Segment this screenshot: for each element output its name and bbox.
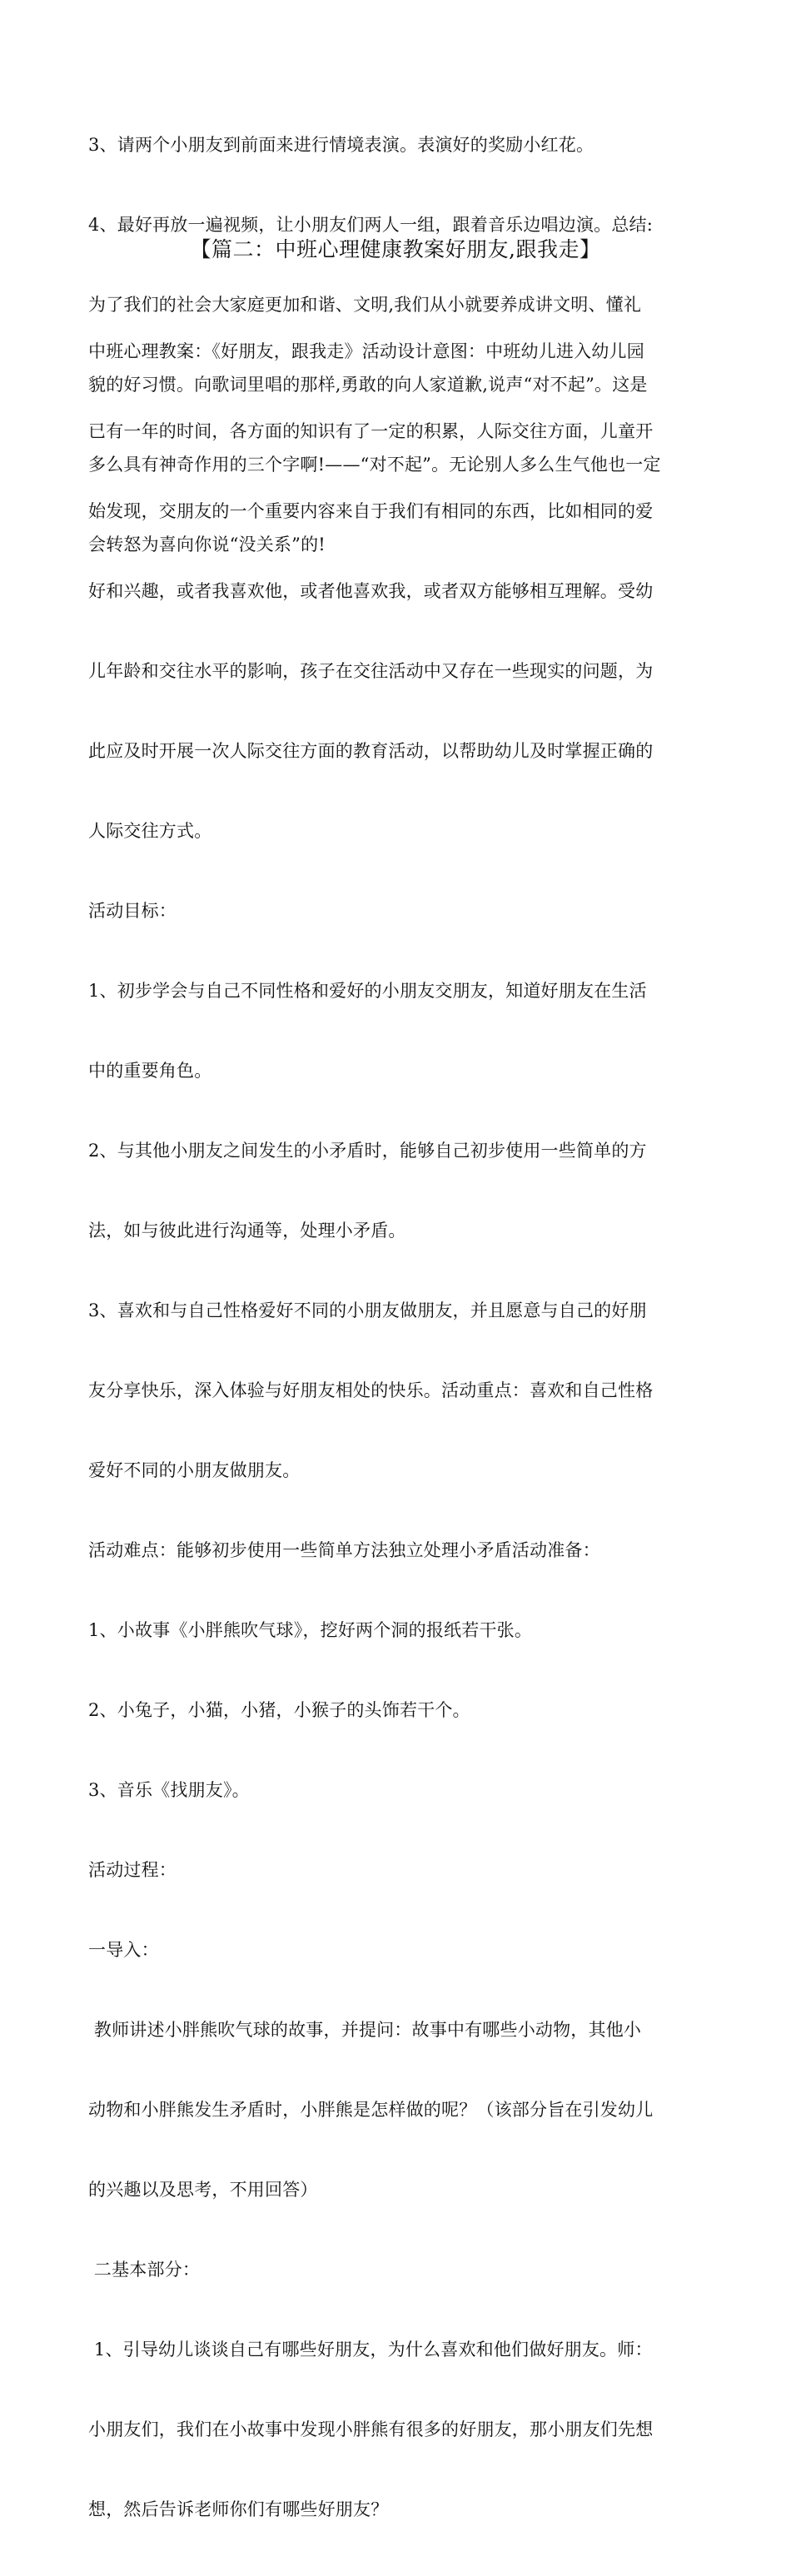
text-line: 好和兴趣，或者我喜欢他，或者他喜欢我，或者双方能够相互理解。受幼	[88, 581, 654, 601]
text-line: 活动难点：能够初步使用一些简单方法独立处理小矛盾活动准备：	[88, 1540, 600, 1560]
text-line: 3、请两个小朋友到前面来进行情境表演。表演好的奖励小红花。	[88, 135, 594, 155]
section-title: 【篇二：中班心理健康教案好朋友,跟我走】	[190, 237, 601, 261]
text-line: 法，如与彼此进行沟通等，处理小矛盾。	[88, 1221, 406, 1241]
text-line: 4、最好再放一遍视频，让小朋友们两人一组，跟着音乐边唱边演。总结:	[88, 215, 654, 235]
text-line: 想，然后告诉老师你们有哪些好朋友？	[88, 2499, 389, 2519]
text-line: 2、小兔子，小猫，小猪，小猴子的头饰若干个。	[88, 1700, 470, 1720]
text-line: 动物和小胖熊发生矛盾时，小胖熊是怎样做的呢？（该部分旨在引发幼儿	[88, 2100, 654, 2120]
text-line: 多么具有神奇作用的三个字啊!——“对不起”。无论别人多么生气他也一定	[88, 455, 661, 475]
text-line: 爱好不同的小朋友做朋友。	[88, 1460, 301, 1480]
text-line: 中班心理教案：《好朋友，跟我走》活动设计意图：中班幼儿进入幼儿园	[88, 341, 644, 361]
text-line: 活动目标：	[88, 901, 177, 921]
text-line: 2、与其他小朋友之间发生的小矛盾时，能够自己初步使用一些简单的方	[88, 1141, 647, 1161]
text-line: 活动过程：	[88, 1860, 177, 1880]
text-line: 的兴趣以及思考，不用回答）	[88, 2180, 318, 2200]
text-line: 教师讲述小胖熊吹气球的故事，并提问：故事中有哪些小动物，其他小	[88, 2020, 642, 2040]
text-line: 1、小故事《小胖熊吹气球》，挖好两个洞的报纸若干张。	[88, 1620, 533, 1640]
text-line: 友分享快乐，深入体验与好朋友相处的快乐。活动重点：喜欢和自己性格	[88, 1380, 654, 1400]
text-line: 此应及时开展一次人际交往方面的教育活动，以帮助幼儿及时掌握正确的	[88, 741, 654, 761]
text-line: 一导入：	[88, 1940, 159, 1960]
text-line: 貌的好习惯。向歌词里唱的那样,勇敢的向人家道歉,说声“对不起”。这是	[88, 375, 648, 395]
text-line: 3、音乐《找朋友》。	[88, 1780, 250, 1800]
text-line: 儿年龄和交往水平的影响，孩子在交往活动中又存在一些现实的问题，为	[88, 661, 654, 681]
text-line: 二基本部分：	[88, 2260, 201, 2280]
text-line: 为了我们的社会大家庭更加和谐、文明,我们从小就要养成讲文明、懂礼	[88, 295, 642, 315]
text-line: 小朋友们，我们在小故事中发现小胖熊有很多的好朋友，那小朋友们先想	[88, 2419, 654, 2439]
text-line: 人际交往方式。	[88, 821, 212, 841]
text-line: 会转怒为喜向你说“没关系”的!	[88, 535, 326, 554]
main-body	[88, 285, 714, 2576]
text-line: 中的重要角色。	[88, 1061, 212, 1081]
text-line: 3、喜欢和与自己性格爱好不同的小朋友做朋友，并且愿意与自己的好朋	[88, 1300, 647, 1320]
text-line: 1、引导幼儿谈谈自己有哪些好朋友，为什么喜欢和他们做好朋友。师：	[88, 2340, 653, 2360]
text-line: 已有一年的时间，各方面的知识有了一定的积累，人际交往方面，儿童开	[88, 421, 654, 441]
text-line: 1、初步学会与自己不同性格和爱好的小朋友交朋友，知道好朋友在生活	[88, 981, 647, 1001]
text-line: 始发现，交朋友的一个重要内容来自于我们有相同的东西，比如相同的爱	[88, 501, 654, 521]
